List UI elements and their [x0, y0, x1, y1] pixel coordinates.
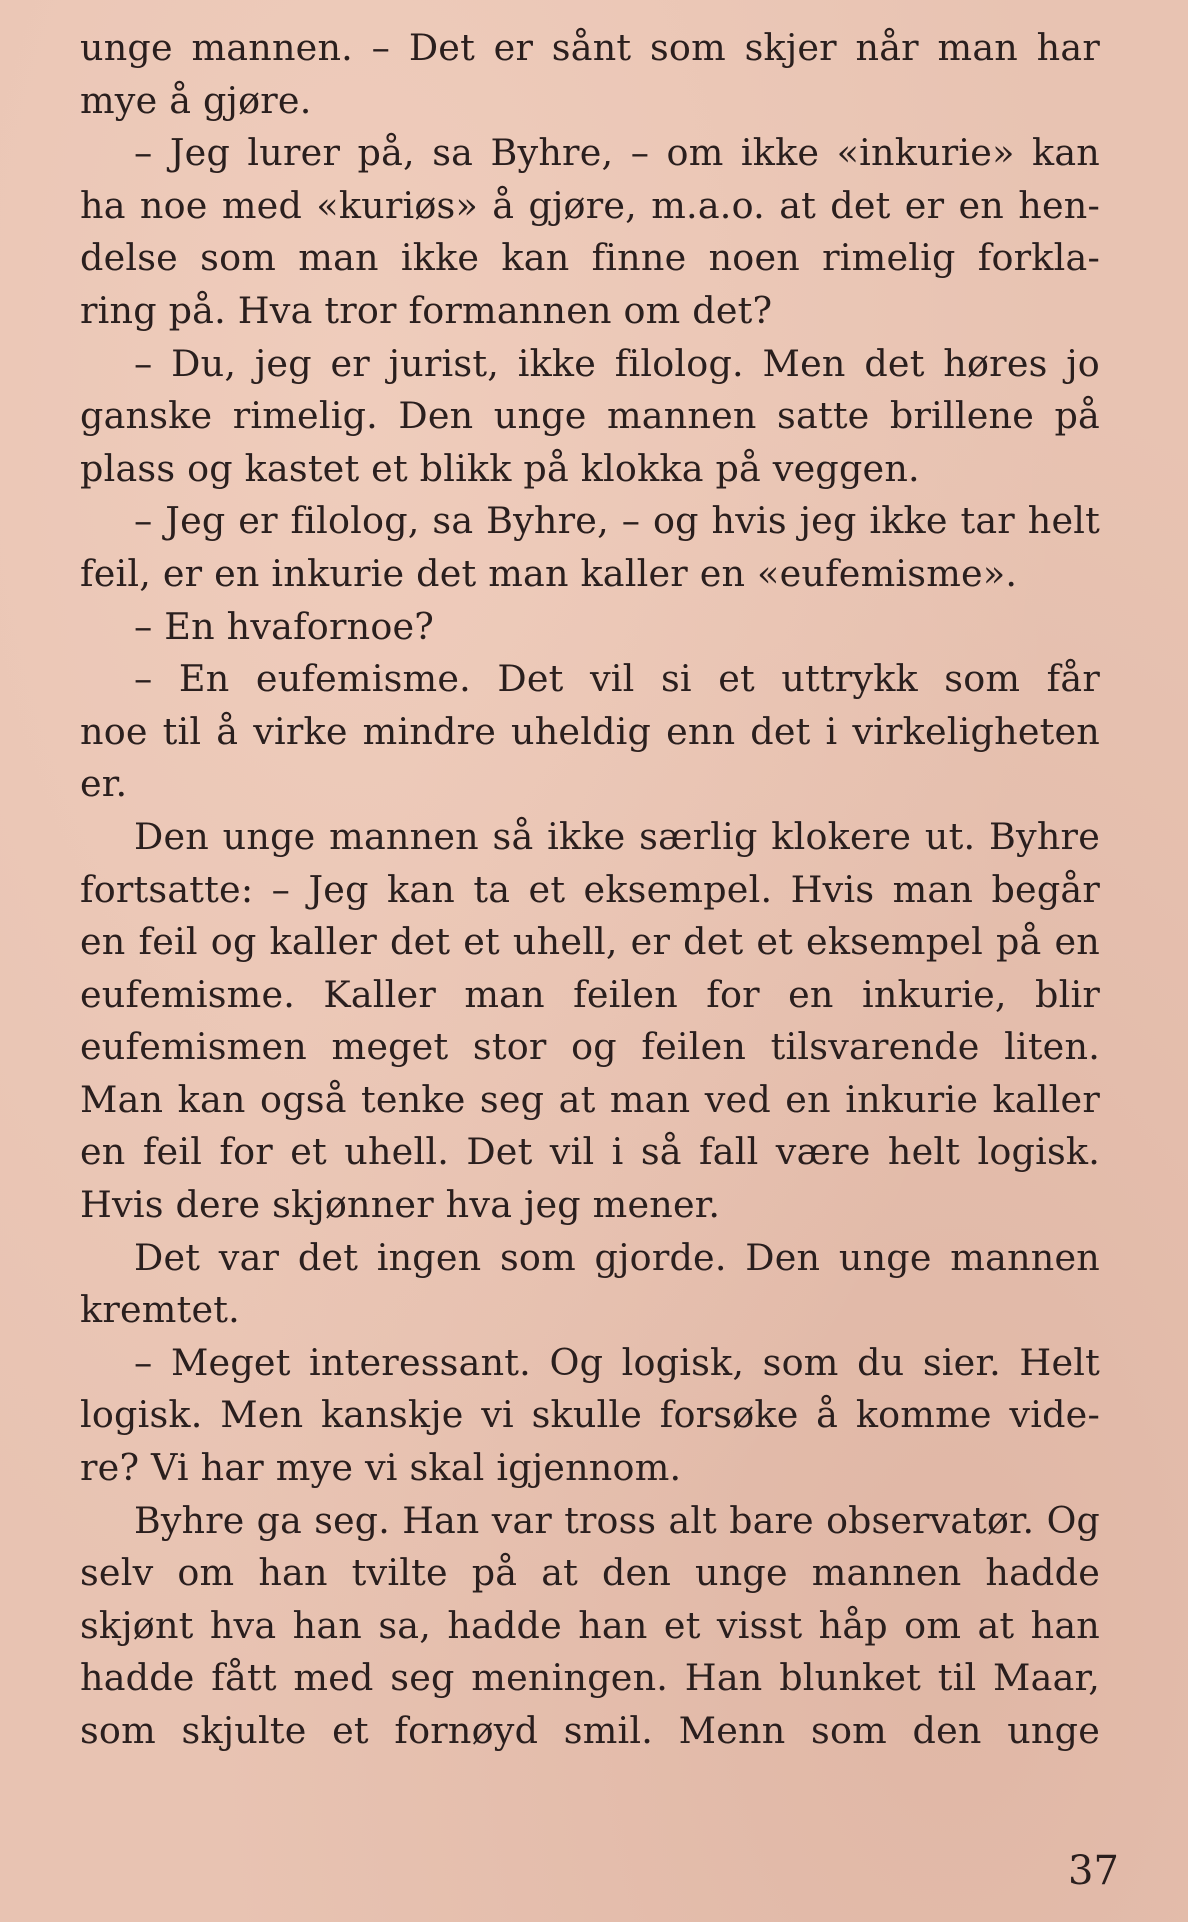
text-line: hadde fått med seg meningen. Han blunket til Maar, — [80, 1656, 1100, 1700]
text-line: Byhre ga seg. Han var tross alt bare observatør. Og — [134, 1498, 1100, 1542]
text-line: som skjulte et fornøyd smil. Menn som den unge — [80, 1709, 1100, 1752]
text-line: Den unge mannen så ikke særlig klokere ut. Byhre — [134, 814, 1100, 858]
text-line: mye å gjøre. — [80, 78, 312, 122]
text-line: kremtet. — [80, 1288, 240, 1332]
text-line: en feil for et uhell. Det vil i så fall være helt logisk. — [80, 1130, 1100, 1174]
text-line: – Du, jeg er jurist, ikke filolog. Men det høres jo — [134, 341, 1100, 385]
text-line: Man kan også tenke seg at man ved en inkurie kaller — [80, 1077, 1100, 1121]
text-line: – Meget interessant. Og logisk, som du sier. Helt — [134, 1340, 1100, 1384]
text-line: logisk. Men kanskje vi skulle forsøke å komme vide- — [80, 1393, 1100, 1437]
text-line: – Jeg lurer på, sa Byhre, – om ikke «inkurie» kan — [134, 131, 1100, 175]
text-line: eufemismen meget stor og feilen tilsvarende liten. — [80, 1025, 1100, 1069]
text-line: fortsatte: – Jeg kan ta et eksempel. Hvis man begår — [80, 867, 1100, 911]
text-line: eufemisme. Kaller man feilen for en inkurie, blir — [80, 972, 1100, 1016]
body-text — [80, 22, 1100, 1758]
text-line: delse som man ikke kan finne noen rimelig forkla- — [80, 236, 1100, 280]
text-line: selv om han tvilte på at den unge mannen hadde — [80, 1551, 1100, 1595]
text-line: skjønt hva han sa, hadde han et visst håp om at han — [80, 1603, 1100, 1647]
text-line: unge mannen. – Det er sånt som skjer når man har — [80, 26, 1100, 69]
text-line: Hvis dere skjønner hva jeg mener. — [80, 1183, 721, 1227]
text-line: plass og kastet et blikk på klokka på veggen. — [80, 446, 920, 490]
text-line: – Jeg er filolog, sa Byhre, – og hvis jeg ikke tar helt — [134, 499, 1100, 543]
text-line: noe til å virke mindre uheldig enn det i virkeligheten — [80, 709, 1100, 753]
text-line: Det var det ingen som gjorde. Den unge mannen — [134, 1235, 1100, 1279]
text-line: re? Vi har mye vi skal igjennom. — [80, 1446, 682, 1490]
text-line: ring på. Hva tror formannen om det? — [80, 288, 773, 332]
text-line: feil, er en inkurie det man kaller en «eufemisme». — [80, 551, 1018, 595]
text-line: er. — [80, 762, 128, 806]
text-line: ganske rimelig. Den unge mannen satte brillene på — [80, 394, 1100, 438]
page-number: 37 — [1068, 1848, 1119, 1894]
text-line: – En eufemisme. Det vil si et uttrykk som får — [134, 657, 1100, 701]
text-line: – En hvafornoe? — [134, 604, 435, 648]
text-line: ha noe med «kuriøs» å gjøre, m.a.o. at det er en hen- — [80, 183, 1100, 227]
text-line: en feil og kaller det et uhell, er det et eksempel på en — [80, 920, 1100, 964]
